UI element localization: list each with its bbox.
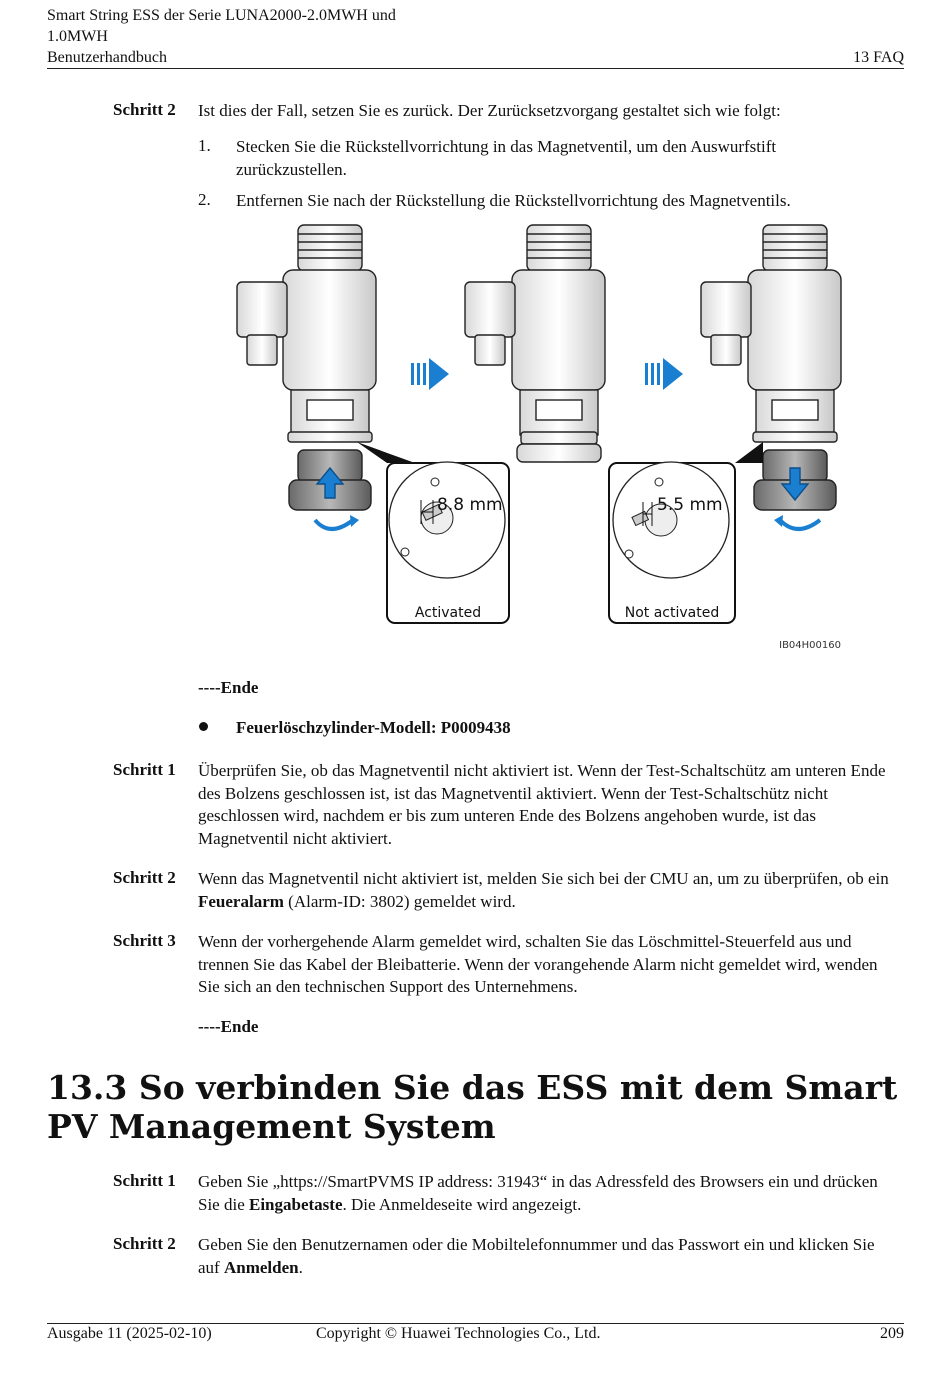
step-label: Schritt 1 [113, 760, 176, 779]
feueralarm-term: Feueralarm [198, 891, 284, 911]
figure-id: IB04H00160 [779, 640, 841, 651]
doc-title-line1: Smart String ESS der Serie LUNA2000-2.0MWH und [47, 7, 396, 24]
bullet-model: P0009438 [440, 718, 511, 737]
step-text: Überprüfen Sie, ob das Magnetventil nicht aktiviert ist. Wenn der Test-Schaltschütz am unteren Ende des Bolzens geschlossen ist, ist das Magnetventil aktiviert. Wenn der Test-Schaltschütz nicht geschlossen wird, nachdem er bis zum unteren Ende des Bolzens angehoben wurde, ist das Magnetventil nicht aktiviert. [198, 761, 886, 848]
inset-not-activated [609, 462, 735, 623]
caption-not-activated: Not activated [624, 605, 720, 621]
step-label: Schritt 2 [113, 868, 176, 887]
section-heading: 13.3 So verbinden Sie das ESS mit dem Smart PV Management System [47, 1068, 898, 1146]
ende-marker: ----Ende [198, 678, 259, 697]
copyright-label: Copyright © Huawei Technologies Co., Ltd. [316, 1325, 601, 1342]
inset-activated [387, 462, 509, 623]
valve-with-reset-tool [465, 225, 605, 462]
valve-not-activated [701, 225, 841, 442]
step-label: Schritt 1 [113, 1171, 176, 1190]
list-item-text: Entfernen Sie nach der Rückstellung die Rückstellvorrichtung des Magnetventils. [236, 191, 791, 210]
header-rule [47, 68, 904, 69]
bullet-dot [199, 722, 208, 731]
step-label: Schritt 3 [113, 931, 176, 950]
doc-title-line2: 1.0MWH [47, 28, 108, 45]
valve-reset-figure [225, 220, 855, 655]
measurement-not-activated: 5.5 mm [657, 495, 723, 515]
anmelden-term: Anmelden [223, 1257, 299, 1277]
page-number: 209 [880, 1325, 904, 1342]
chapter-label: 13 FAQ [853, 49, 904, 66]
eingabetaste-term: Eingabetaste [249, 1194, 343, 1214]
reset-tool-left [289, 450, 371, 529]
step-text: Wenn das Magnetventil nicht aktiviert ist, melden Sie sich bei der CMU an, um zu überprüfen, ob ein Feueralarm (Alarm-ID: 3802) gemeldet wird. [198, 869, 889, 911]
step-text: Ist dies der Fall, setzen Sie es zurück. Der Zurücksetzvorgang gestaltet sich wie folgt: [198, 101, 781, 120]
caption-activated: Activated [414, 605, 482, 621]
valve-activated [237, 225, 376, 442]
reset-tool-right [754, 450, 836, 529]
list-number: 2. [198, 190, 211, 209]
list-number: 1. [198, 136, 211, 155]
step-text: Geben Sie „https://SmartPVMS IP address: 31943“ in das Adressfeld des Browsers ein und drücken Sie die Eingabetaste. Die Anmeldeseite wird angezeigt. [198, 1172, 878, 1214]
step-label: Schritt 2 [113, 1234, 176, 1253]
right-arrow-icon [411, 358, 449, 390]
right-arrow-icon [645, 358, 683, 390]
bullet-heading [236, 718, 511, 738]
doc-subtitle: Benutzerhandbuch [47, 49, 167, 66]
bullet-prefix: Feuerlöschzylinder-Modell: [236, 718, 441, 737]
measurement-activated: 8.8 mm [437, 495, 503, 515]
ende-marker: ----Ende [198, 1017, 259, 1036]
list-item-text: Stecken Sie die Rückstellvorrichtung in das Magnetventil, um den Auswurfstift zurückzustellen. [236, 137, 777, 179]
step-text: Geben Sie den Benutzernamen oder die Mobiltelefonnummer und das Passwort ein und klicken Sie auf Anmelden. [198, 1235, 875, 1277]
edition-label: Ausgabe 11 (2025-02-10) [47, 1325, 212, 1342]
step-label: Schritt 2 [113, 100, 176, 119]
step-text: Wenn der vorhergehende Alarm gemeldet wird, schalten Sie das Löschmittel-Steuerfeld aus und trennen Sie das Kabel der Bleibatterie. Wenn der vorangehende Alarm nicht gemeldet wird, wenden Sie sich an den technischen Support des Unternehmens. [198, 932, 878, 996]
footer-rule [47, 1323, 904, 1324]
